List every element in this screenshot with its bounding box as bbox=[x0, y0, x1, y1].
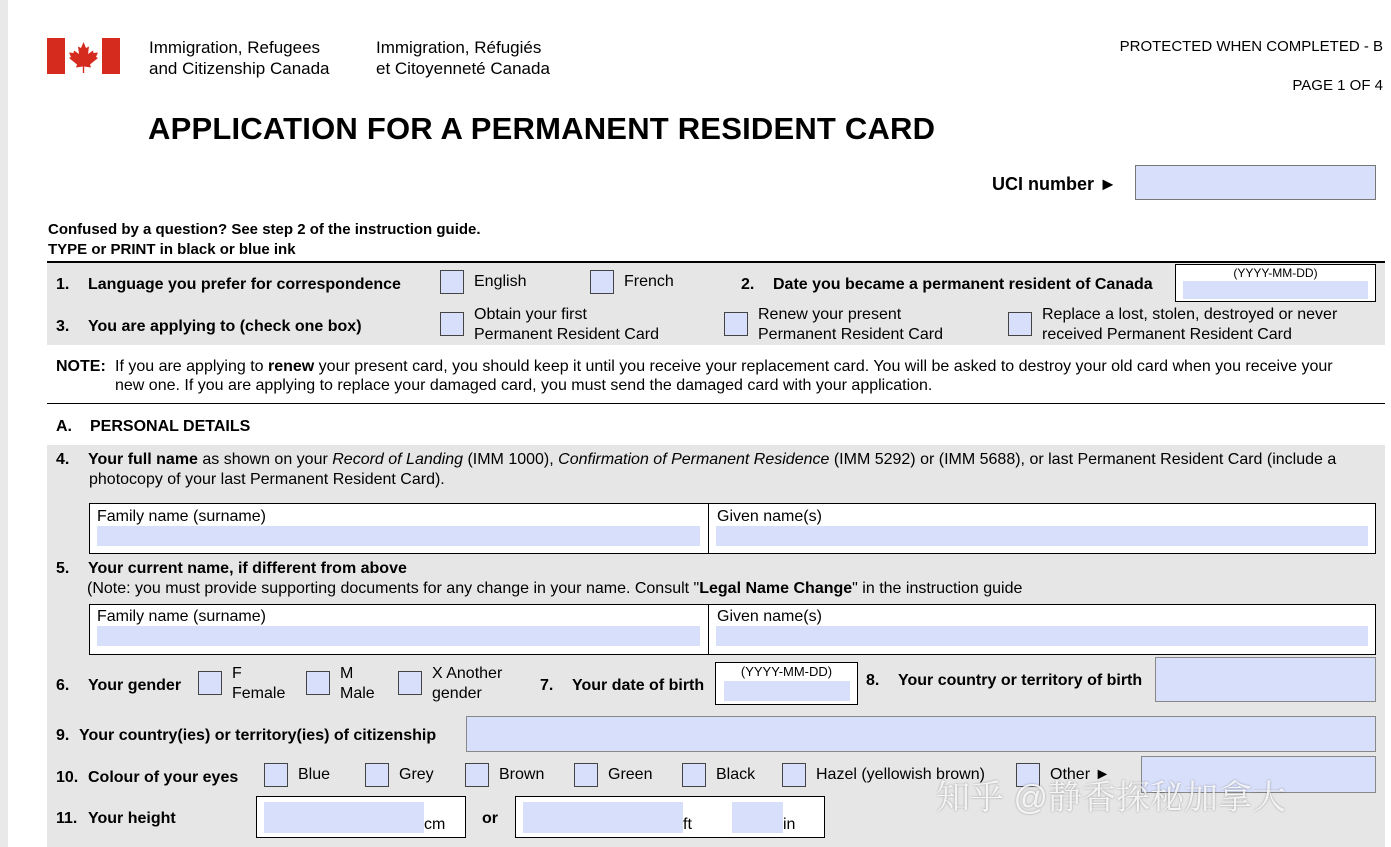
agency-name-fr bbox=[376, 37, 550, 79]
ft-unit: ft bbox=[683, 816, 692, 833]
note-label: NOTE: bbox=[56, 358, 106, 375]
q4-i2: Confirmation of Permanent Residence bbox=[558, 451, 830, 468]
checkbox-english[interactable] bbox=[440, 270, 464, 294]
q11-number: 11. bbox=[56, 810, 78, 827]
eyes-brown-label: Brown bbox=[499, 766, 545, 783]
female-code: F bbox=[232, 665, 242, 682]
q4-given-cell bbox=[708, 503, 1376, 554]
q1-number: 1. bbox=[56, 276, 70, 293]
checkbox-renew[interactable] bbox=[724, 312, 748, 336]
another-gender-line2: gender bbox=[432, 685, 482, 702]
height-in-input[interactable] bbox=[732, 802, 783, 833]
another-gender-label bbox=[432, 664, 502, 704]
checkbox-gender-another[interactable] bbox=[398, 671, 422, 695]
in-unit: in bbox=[783, 816, 796, 833]
watermark: 知乎 @静香探秘加拿大 bbox=[936, 779, 1286, 817]
q6-label: Your gender bbox=[88, 677, 182, 694]
pr-date-format: (YYYY-MM-DD) bbox=[1233, 266, 1318, 280]
replace-line2: received Permanent Resident Card bbox=[1042, 326, 1292, 343]
female-text: Female bbox=[232, 685, 286, 702]
citizenship-input[interactable] bbox=[466, 716, 1376, 752]
q5-given-cell bbox=[708, 604, 1376, 655]
renew-label bbox=[758, 305, 943, 345]
section-a-title: PERSONAL DETAILS bbox=[90, 418, 251, 435]
pr-date-input[interactable] bbox=[1183, 281, 1368, 299]
q3-label: You are applying to (check one box) bbox=[88, 318, 362, 335]
checkbox-replace[interactable] bbox=[1008, 312, 1032, 336]
q5-family-label: Family name (surname) bbox=[97, 608, 266, 625]
q10-number: 10. bbox=[56, 769, 79, 786]
eyes-hazel-label: Hazel (yellowish brown) bbox=[816, 766, 985, 783]
q8-label: Your country or territory of birth bbox=[898, 672, 1143, 689]
uci-number-input[interactable] bbox=[1135, 165, 1376, 200]
male-text: Male bbox=[340, 685, 375, 702]
country-of-birth-input[interactable] bbox=[1155, 657, 1376, 702]
q6-number: 6. bbox=[56, 677, 70, 694]
eyes-green-label: Green bbox=[608, 766, 653, 783]
instruction-line1: Confused by a question? See step 2 of the instruction guide. bbox=[48, 221, 481, 238]
section-a-number: A. bbox=[56, 418, 72, 435]
obtain-first-label bbox=[474, 305, 659, 345]
male-label bbox=[340, 664, 375, 704]
q4-family-name-input[interactable] bbox=[97, 526, 700, 546]
cm-unit: cm bbox=[424, 816, 446, 833]
dob-box bbox=[715, 662, 858, 705]
checkbox-french[interactable] bbox=[590, 270, 614, 294]
page-number: PAGE 1 OF 4 bbox=[1292, 77, 1383, 94]
obtain-first-line1: Obtain your first bbox=[474, 306, 587, 323]
dob-input[interactable] bbox=[724, 681, 850, 701]
eyes-other-label: Other ► bbox=[1050, 766, 1111, 783]
note-line2: new one. If you are applying to replace your damaged card, you must send the damaged card with your application. bbox=[115, 377, 933, 394]
q4-t3: (IMM 5292) or (IMM 5688), or last Permanent Resident Card (include a bbox=[829, 451, 1337, 468]
q4-i1: Record of Landing bbox=[332, 451, 463, 468]
checkbox-eyes-black[interactable] bbox=[682, 763, 706, 787]
q5-note-bold: Legal Name Change bbox=[699, 580, 853, 597]
q1-label: Language you prefer for correspondence bbox=[88, 276, 401, 293]
page-edge bbox=[0, 0, 8, 847]
note-pre: If you are applying to bbox=[115, 358, 268, 375]
another-gender-line1: X Another bbox=[432, 665, 503, 682]
checkbox-eyes-brown[interactable] bbox=[465, 763, 489, 787]
checkbox-gender-male[interactable] bbox=[306, 671, 330, 695]
eyes-blue-label: Blue bbox=[298, 766, 331, 783]
height-cm-box bbox=[256, 796, 466, 838]
q5-number: 5. bbox=[56, 560, 70, 577]
agency-fr-line1: Immigration, Réfugiés bbox=[376, 38, 542, 57]
dob-format: (YYYY-MM-DD) bbox=[740, 664, 833, 679]
instruction-line2: TYPE or PRINT in black or blue ink bbox=[48, 241, 296, 258]
agency-en-line2: and Citizenship Canada bbox=[149, 59, 330, 78]
q4-family-cell bbox=[89, 503, 709, 554]
q4-t2: (IMM 1000), bbox=[463, 451, 559, 468]
q5-note-pre: (Note: you must provide supporting documents for any change in your name. Consult " bbox=[87, 580, 700, 597]
height-cm-input[interactable] bbox=[264, 802, 424, 833]
checkbox-eyes-grey[interactable] bbox=[365, 763, 389, 787]
checkbox-gender-female[interactable] bbox=[198, 671, 222, 695]
obtain-first-line2: Permanent Resident Card bbox=[474, 326, 659, 343]
q8-number: 8. bbox=[866, 672, 880, 689]
q5-family-name-input[interactable] bbox=[97, 626, 700, 646]
canada-flag-icon bbox=[47, 38, 120, 74]
q5-note-post: " in the instruction guide bbox=[852, 580, 1023, 597]
note-line1 bbox=[115, 358, 1333, 376]
pr-date-box bbox=[1175, 264, 1376, 302]
instructions bbox=[48, 220, 481, 260]
q5-note bbox=[87, 580, 1022, 598]
note-bold: renew bbox=[267, 358, 315, 375]
q4-line2: photocopy of your last Permanent Resident Card). bbox=[89, 471, 445, 488]
replace-label bbox=[1042, 305, 1337, 345]
note-post: your present card, you should keep it until you receive your replacement card. You will be asked to destroy your old card when you receive your bbox=[314, 358, 1333, 375]
protected-label: PROTECTED WHEN COMPLETED - B bbox=[1119, 38, 1383, 55]
q4-given-label: Given name(s) bbox=[717, 508, 822, 525]
q7-number: 7. bbox=[540, 677, 554, 694]
eyes-grey-label: Grey bbox=[399, 766, 434, 783]
replace-line1: Replace a lost, stolen, destroyed or never bbox=[1042, 306, 1338, 323]
uci-label: UCI number ► bbox=[992, 174, 1117, 194]
agency-en-line1: Immigration, Refugees bbox=[149, 38, 321, 57]
english-label: English bbox=[474, 273, 527, 290]
q7-label: Your date of birth bbox=[572, 677, 705, 694]
q9-label: Your country(ies) or territory(ies) of citizenship bbox=[79, 727, 437, 744]
checkbox-eyes-green[interactable] bbox=[574, 763, 598, 787]
q5-given-name-input[interactable] bbox=[716, 626, 1368, 646]
or-label: or bbox=[482, 810, 498, 827]
q2-label: Date you became a permanent resident of Canada bbox=[773, 276, 1153, 293]
q4-bold: Your full name bbox=[88, 451, 198, 468]
checkbox-eyes-blue[interactable] bbox=[264, 763, 288, 787]
renew-line1: Renew your present bbox=[758, 306, 902, 323]
eyes-black-label: Black bbox=[716, 766, 756, 783]
q5-given-label: Given name(s) bbox=[717, 608, 822, 625]
q11-label: Your height bbox=[88, 810, 176, 827]
q4-family-label: Family name (surname) bbox=[97, 508, 266, 525]
q4-t1: as shown on your bbox=[197, 451, 333, 468]
q3-number: 3. bbox=[56, 318, 70, 335]
checkbox-eyes-hazel[interactable] bbox=[782, 763, 806, 787]
female-label bbox=[232, 664, 285, 704]
height-ft-in-box bbox=[515, 796, 825, 838]
q4-line1 bbox=[88, 451, 1336, 469]
agency-fr-line2: et Citoyenneté Canada bbox=[376, 59, 550, 78]
checkbox-obtain-first[interactable] bbox=[440, 312, 464, 336]
divider bbox=[47, 403, 1385, 404]
agency-name-en bbox=[149, 37, 330, 79]
height-ft-input[interactable] bbox=[523, 802, 683, 833]
q5-family-cell bbox=[89, 604, 709, 655]
form-title: APPLICATION FOR A PERMANENT RESIDENT CARD bbox=[148, 111, 936, 146]
male-code: M bbox=[340, 665, 354, 682]
q10-label: Colour of your eyes bbox=[88, 769, 239, 786]
q4-number: 4. bbox=[56, 451, 70, 468]
q9-number: 9. bbox=[56, 727, 70, 744]
french-label: French bbox=[624, 273, 674, 290]
renew-line2: Permanent Resident Card bbox=[758, 326, 943, 343]
q5-label: Your current name, if different from above bbox=[88, 560, 407, 577]
q4-given-name-input[interactable] bbox=[716, 526, 1368, 546]
q2-number: 2. bbox=[741, 276, 755, 293]
